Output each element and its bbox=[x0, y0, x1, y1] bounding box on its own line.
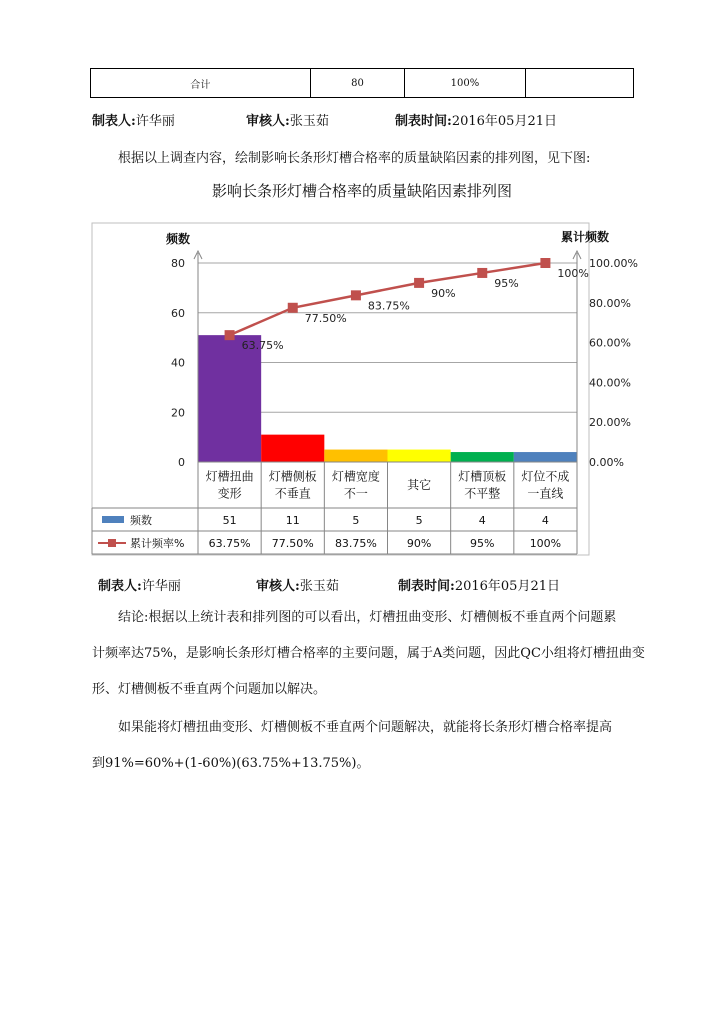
date-value: 2016年05月21日 bbox=[454, 579, 560, 594]
x-tick-label: 灯槽扭曲 bbox=[205, 469, 254, 484]
table-value: 4 bbox=[541, 514, 549, 527]
data-label: 100% bbox=[557, 267, 589, 280]
y-tick-label: 80 bbox=[171, 257, 185, 270]
table-cell: 80 bbox=[310, 69, 405, 98]
legend-swatch-marker bbox=[108, 539, 116, 547]
data-label: 63.75% bbox=[241, 339, 284, 353]
preparer-name: 许华丽 bbox=[135, 114, 175, 129]
table-value: 4 bbox=[478, 514, 486, 527]
x-tick-label: 不一 bbox=[343, 486, 368, 501]
y2-tick-label: 80.00% bbox=[589, 296, 631, 310]
date-label: 制表时间: bbox=[398, 579, 455, 594]
bar bbox=[198, 335, 261, 462]
bar bbox=[324, 450, 387, 462]
y2-tick-label: 20.00% bbox=[589, 416, 631, 430]
intro-paragraph: 根据以上调查内容，绘制影响长条形灯槽合格率的质量缺陷因素的排列图，见下图: bbox=[118, 151, 591, 166]
data-label: 95% bbox=[494, 276, 519, 290]
y2-tick-label: 60.00% bbox=[589, 336, 631, 350]
x-tick-label: 灯槽宽度 bbox=[331, 469, 380, 484]
table-value: 5 bbox=[415, 514, 423, 527]
x-tick-label: 变形 bbox=[217, 486, 242, 501]
improvement-line: 如果能将灯槽扭曲变形、灯槽侧板不垂直两个问题解决，就能将长条形灯槽合格率提高 bbox=[118, 720, 613, 735]
x-tick-label: 不垂直 bbox=[274, 486, 311, 501]
table-row bbox=[91, 69, 634, 98]
table-value: 90% bbox=[406, 537, 432, 550]
data-label: 90% bbox=[431, 286, 456, 300]
chart-title: 影响长条形灯槽合格率的质量缺陷因素排列图 bbox=[211, 182, 512, 200]
reviewer-label: 审核人: bbox=[256, 579, 300, 594]
x-tick-label: 一直线 bbox=[527, 486, 564, 501]
line-point bbox=[225, 330, 235, 340]
line-point bbox=[288, 303, 298, 313]
y2-tick-label: 0.00% bbox=[589, 456, 624, 469]
chart-frame bbox=[92, 223, 589, 555]
bar bbox=[514, 452, 577, 462]
table-value: 63.75% bbox=[208, 537, 251, 550]
signature-line bbox=[0, 110, 724, 128]
x-tick-label: 不平整 bbox=[464, 486, 501, 501]
table-cell: 合计 bbox=[91, 69, 311, 98]
legend-swatch-bar bbox=[102, 516, 124, 523]
data-label: 77.50% bbox=[304, 311, 347, 325]
bar bbox=[388, 450, 451, 462]
y-tick-label: 0 bbox=[178, 456, 185, 469]
data-label: 83.75% bbox=[367, 299, 410, 313]
table-cell: 100% bbox=[405, 69, 525, 98]
y-axis-label: 频数 bbox=[165, 232, 191, 246]
table-cell bbox=[525, 69, 633, 98]
signature-line bbox=[0, 575, 724, 593]
table-value: 77.50% bbox=[271, 537, 314, 550]
table-value: 100% bbox=[529, 537, 562, 550]
y2-tick-label: 100.00% bbox=[589, 257, 638, 270]
improvement-line: 到91%=60%+(1-60%)(63.75%+13.75%)。 bbox=[92, 756, 370, 771]
y2-axis-label: 累计频数 bbox=[560, 230, 610, 244]
y-tick-label: 60 bbox=[171, 306, 185, 320]
bar bbox=[261, 435, 324, 462]
line-point bbox=[414, 278, 424, 288]
bar bbox=[451, 452, 514, 462]
preparer-name: 许华丽 bbox=[141, 579, 181, 594]
line-point bbox=[540, 258, 550, 268]
y-tick-label: 40 bbox=[171, 356, 185, 370]
preparer-label: 制表人: bbox=[92, 114, 136, 129]
conclusion-line: 结论:根据以上统计表和排列图的可以看出，灯槽扭曲变形、灯槽侧板不垂直两个问题累 bbox=[118, 610, 617, 625]
table-value: 11 bbox=[285, 514, 300, 527]
line-point bbox=[477, 268, 487, 278]
table-value: 51 bbox=[222, 514, 237, 527]
y-tick-label: 20 bbox=[171, 406, 185, 420]
summary-table bbox=[90, 68, 634, 98]
table-value: 95% bbox=[470, 537, 495, 550]
line-point bbox=[351, 290, 361, 300]
legend-label: 频数 bbox=[130, 514, 152, 527]
reviewer-label: 审核人: bbox=[246, 114, 290, 129]
legend-label: 累计频率% bbox=[130, 537, 185, 550]
conclusion-line: 计频率达75%，是影响长条形灯槽合格率的主要问题，属于A类问题，因此QC小组将灯槽扭曲变 bbox=[92, 646, 645, 661]
preparer-label: 制表人: bbox=[98, 579, 142, 594]
date-value: 2016年05月21日 bbox=[451, 114, 557, 129]
x-tick-label: 其它 bbox=[407, 478, 432, 492]
x-tick-label: 灯位不成 bbox=[521, 469, 570, 484]
table-value: 5 bbox=[352, 514, 360, 527]
conclusion-line: 形、灯槽侧板不垂直两个问题加以解决。 bbox=[92, 682, 327, 697]
reviewer-name: 张玉茹 bbox=[299, 579, 339, 594]
y2-tick-label: 40.00% bbox=[589, 376, 631, 390]
pareto-chart bbox=[0, 210, 724, 560]
x-tick-label: 灯槽顶板 bbox=[458, 469, 507, 484]
reviewer-name: 张玉茹 bbox=[289, 114, 329, 129]
table-value: 83.75% bbox=[334, 537, 377, 550]
x-tick-label: 灯槽侧板 bbox=[268, 469, 317, 484]
date-label: 制表时间: bbox=[395, 114, 452, 129]
